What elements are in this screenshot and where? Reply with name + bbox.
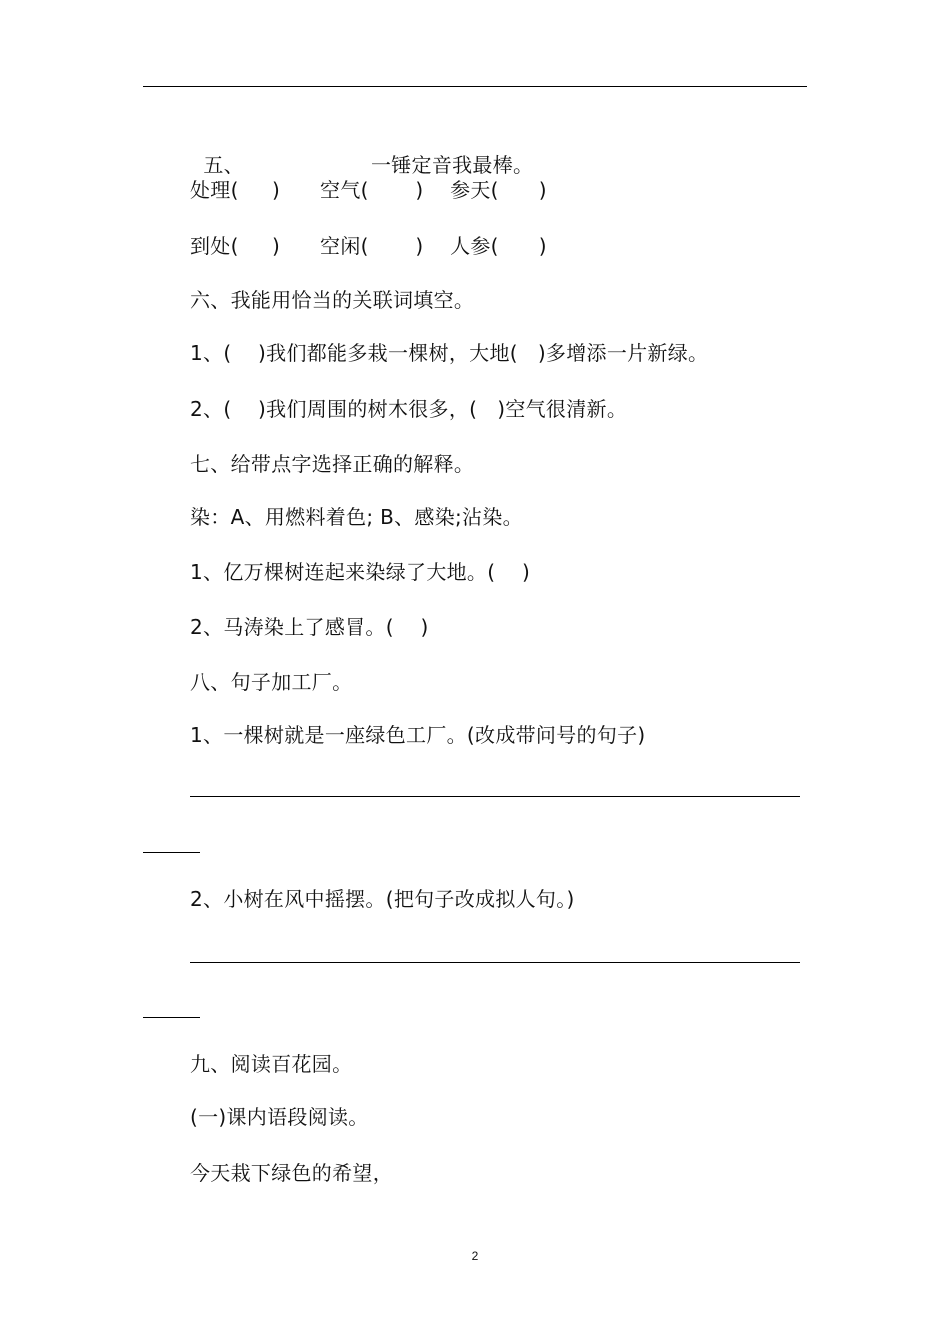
section7-question-2: 2、马涛染上了感冒。( ) xyxy=(190,615,429,639)
section6-title: 六、我能用恰当的关联词填空。 xyxy=(190,288,475,312)
section6-question-2: 2、( )我们周围的树木很多，( )空气很清新。 xyxy=(190,397,628,421)
section9-subtitle: (一)课内语段阅读。 xyxy=(190,1105,369,1129)
section8-question-2: 2、小树在风中摇摆。(把句子改成拟人句。) xyxy=(190,887,575,911)
section7-definition: 染：A、用燃料着色; B、感染;沾染。 xyxy=(190,505,523,529)
reading-text-line-1: 今天栽下绿色的希望， xyxy=(190,1161,393,1185)
page-number: 2 xyxy=(471,1249,479,1263)
section8-question-1: 1、一棵树就是一座绿色工厂。(改成带问号的句子) xyxy=(190,723,646,747)
section9-title: 九、阅读百花园。 xyxy=(190,1052,353,1076)
section5-title: 一锤定音我最棒。 xyxy=(370,153,534,177)
section7-title: 七、给带点字选择正确的解释。 xyxy=(190,452,475,476)
section8-title: 八、句子加工厂。 xyxy=(190,670,353,694)
section5-row1: 处理( ) 空气( ) 参天( ) xyxy=(190,178,547,202)
section5-row2: 到处( ) 空闲( ) 人参( ) xyxy=(190,234,547,258)
answer-line-1[interactable] xyxy=(190,796,800,797)
header-rule xyxy=(143,86,807,87)
section7-question-1: 1、亿万棵树连起来染绿了大地。( ) xyxy=(190,560,531,584)
answer-line-1-continuation[interactable] xyxy=(143,852,200,853)
answer-line-2-continuation[interactable] xyxy=(143,1017,200,1018)
answer-line-2[interactable] xyxy=(190,962,800,963)
section5-number: 五、 xyxy=(203,153,244,177)
section5-heading xyxy=(190,126,533,178)
section6-question-1: 1、( )我们都能多栽一棵树，大地( )多增添一片新绿。 xyxy=(190,341,709,365)
